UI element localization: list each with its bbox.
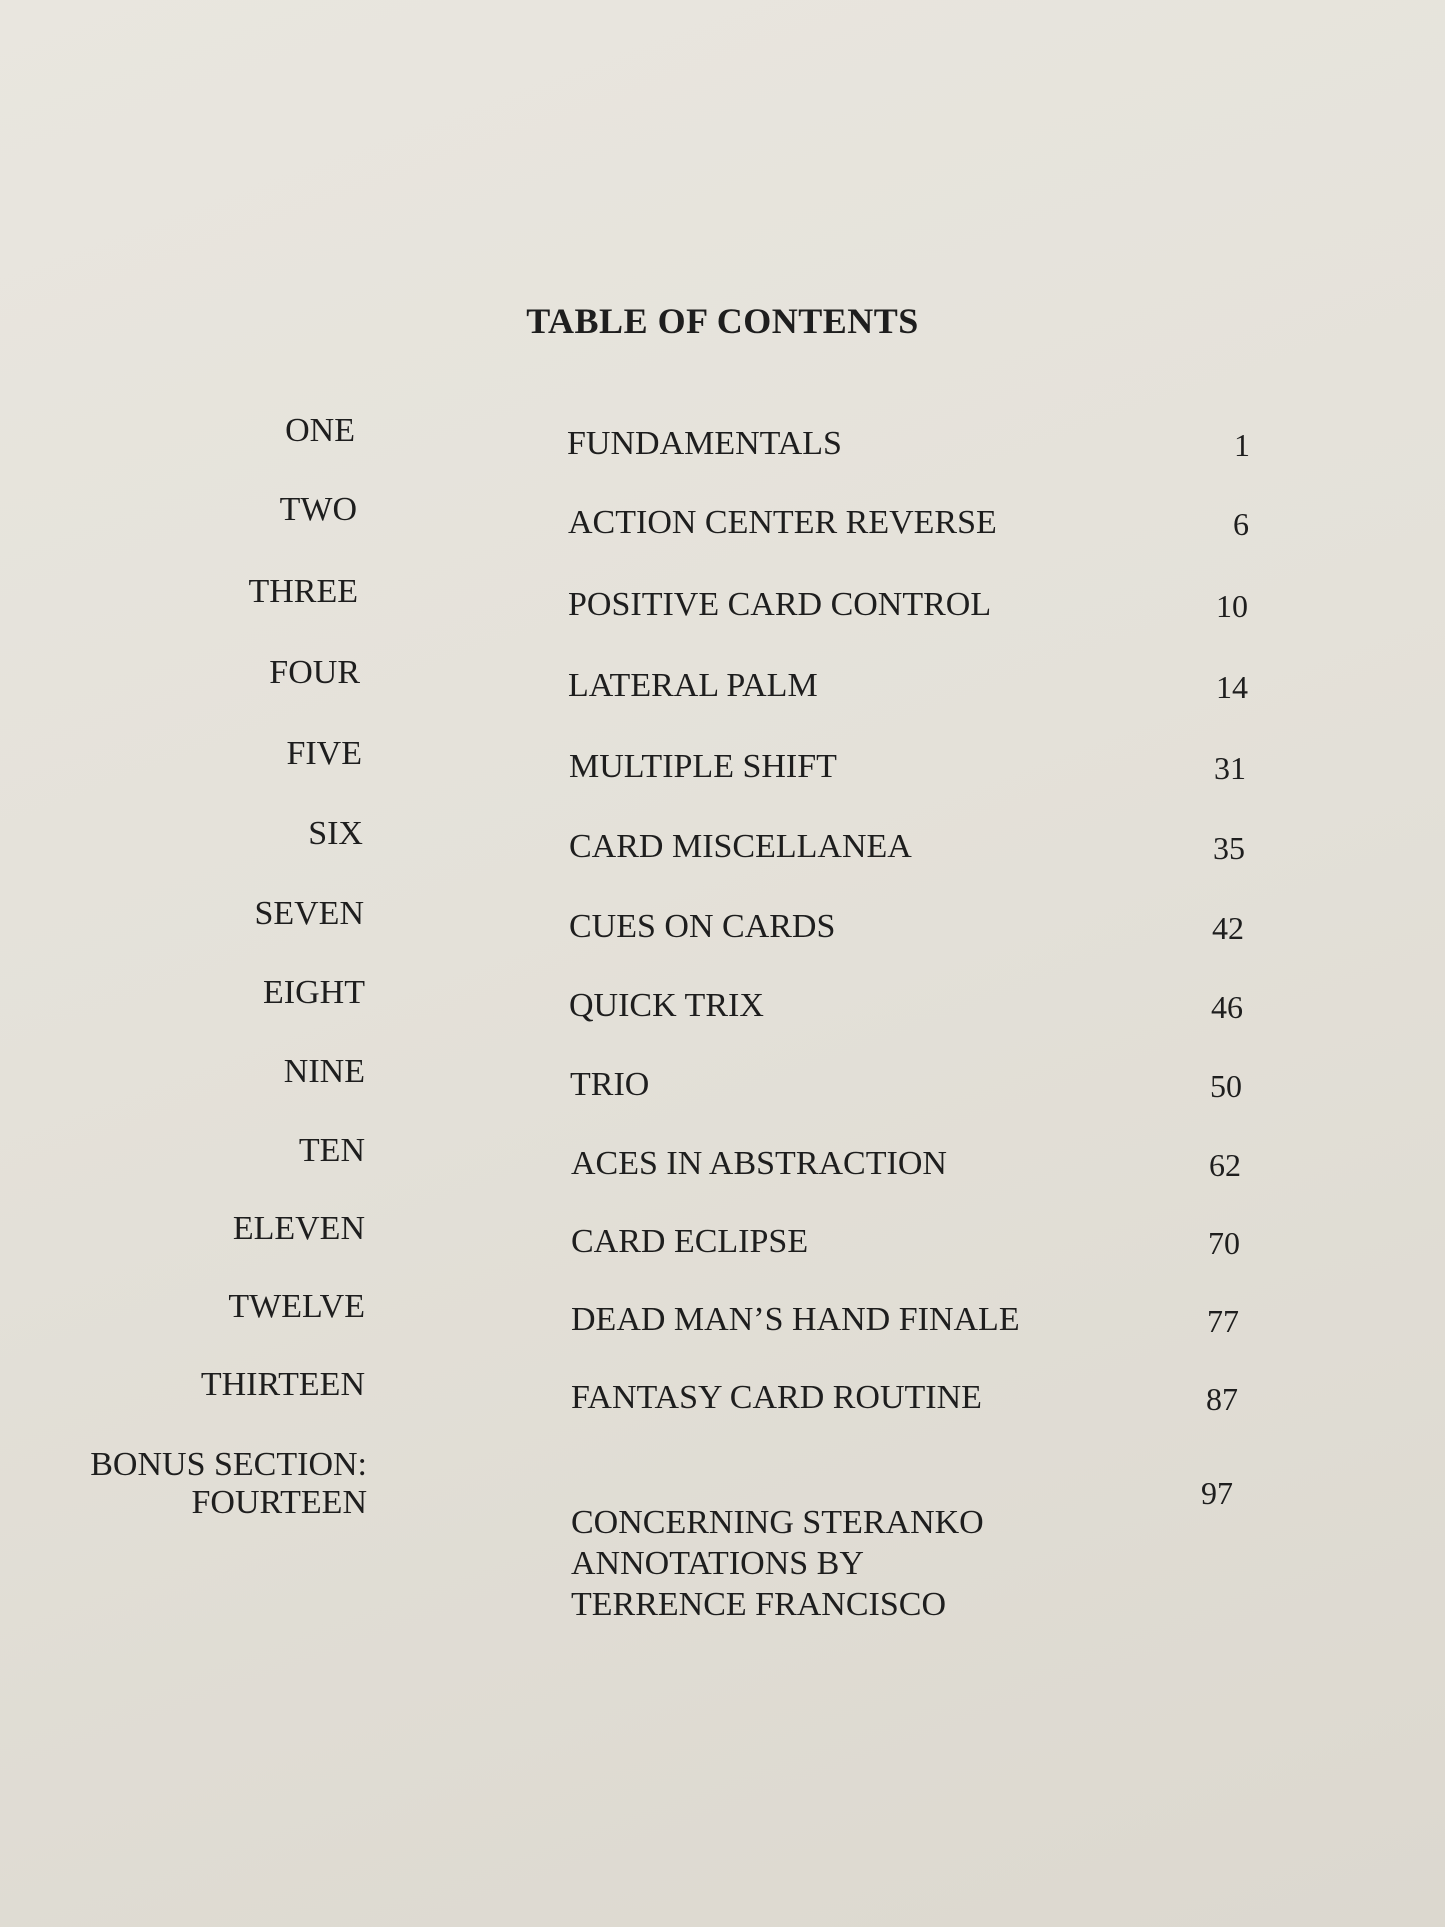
toc-entry xyxy=(0,1288,1445,1348)
toc-title: CUES ON CARDS xyxy=(569,908,836,945)
toc-chapter xyxy=(0,1446,367,1522)
toc-chapter: TWO xyxy=(279,491,357,528)
bonus-chapter-number: FOURTEEN xyxy=(191,1484,367,1521)
toc-page: 87 xyxy=(1206,1381,1238,1417)
toc-chapter: FOUR xyxy=(269,654,360,691)
toc-chapter: SIX xyxy=(308,815,363,852)
toc-title: QUICK TRIX xyxy=(569,987,764,1024)
toc-title: CARD MISCELLANEA xyxy=(569,828,912,865)
toc-title: ACES IN ABSTRACTION xyxy=(571,1145,947,1182)
toc-entry-bonus xyxy=(0,1446,1445,1623)
toc-chapter: FIVE xyxy=(286,735,362,772)
toc-page: 10 xyxy=(1216,588,1248,624)
toc-title: LATERAL PALM xyxy=(568,667,818,704)
toc-entry xyxy=(0,735,1445,795)
toc-entry xyxy=(0,654,1445,714)
bonus-title-line: ANNOTATIONS BY xyxy=(571,1545,864,1582)
toc-chapter: TEN xyxy=(298,1132,365,1169)
toc-entry xyxy=(0,1366,1445,1426)
toc-chapter: ONE xyxy=(285,412,355,449)
toc-entry xyxy=(0,895,1445,955)
toc-entry xyxy=(0,1210,1445,1270)
toc-title: POSITIVE CARD CONTROL xyxy=(568,586,992,623)
toc-entry xyxy=(0,1132,1445,1192)
toc-title: DEAD MAN’S HAND FINALE xyxy=(571,1301,1020,1338)
toc-page: 31 xyxy=(1214,750,1246,786)
toc-title xyxy=(571,1502,1131,1625)
toc-chapter: NINE xyxy=(283,1053,365,1090)
bonus-title-line: TERRENCE FRANCISCO xyxy=(571,1586,946,1623)
bonus-section-label: BONUS SECTION: xyxy=(90,1446,367,1483)
toc-page: 77 xyxy=(1207,1303,1239,1339)
toc-page: 46 xyxy=(1211,989,1243,1025)
toc-page: 14 xyxy=(1216,669,1248,705)
toc-chapter: EIGHT xyxy=(263,974,365,1011)
toc-chapter: THREE xyxy=(248,573,358,610)
toc-entry xyxy=(0,1053,1445,1113)
toc-title: MULTIPLE SHIFT xyxy=(569,748,837,785)
toc-chapter: TWELVE xyxy=(228,1288,365,1325)
toc-title: FANTASY CARD ROUTINE xyxy=(571,1379,982,1416)
toc-entry xyxy=(0,573,1445,633)
toc-page: 1 xyxy=(1234,427,1250,463)
toc-chapter: ELEVEN xyxy=(232,1210,365,1247)
toc-page: 42 xyxy=(1212,910,1244,946)
toc-title: TRIO xyxy=(570,1066,650,1103)
toc-page: 70 xyxy=(1208,1225,1240,1261)
toc-page: 6 xyxy=(1233,506,1249,542)
toc-entry xyxy=(0,412,1445,472)
toc-page: 62 xyxy=(1209,1147,1241,1183)
toc-chapter: THIRTEEN xyxy=(200,1366,365,1403)
page-title-text: TABLE OF CONTENTS xyxy=(526,301,919,341)
bonus-title-line: CONCERNING STERANKO xyxy=(571,1504,984,1541)
toc-entry xyxy=(0,815,1445,875)
toc-entry xyxy=(0,491,1445,551)
toc-chapter: SEVEN xyxy=(254,895,364,932)
toc-title: ACTION CENTER REVERSE xyxy=(568,504,997,541)
toc-page: 35 xyxy=(1213,830,1245,866)
toc-title: FUNDAMENTALS xyxy=(567,425,842,462)
toc-title: CARD ECLIPSE xyxy=(571,1223,809,1260)
toc-page: 97 xyxy=(1201,1475,1233,1511)
toc-page: 50 xyxy=(1210,1068,1242,1104)
toc-entry xyxy=(0,974,1445,1034)
